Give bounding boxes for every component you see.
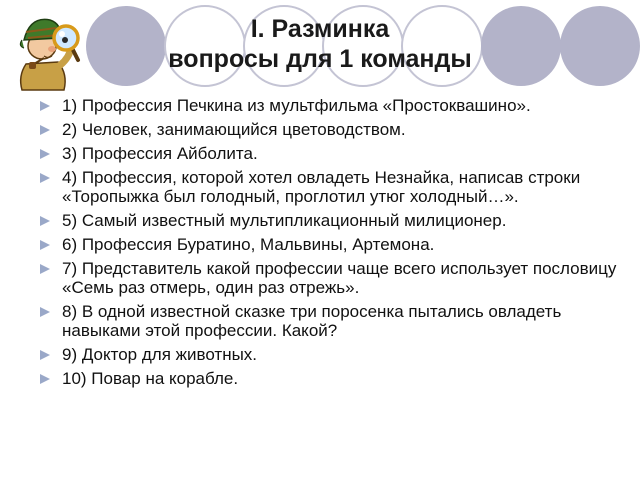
question-item [36, 144, 626, 163]
slide-title [100, 14, 540, 74]
bullet-arrow-icon [40, 173, 50, 183]
question-text: 9) Доктор для животных. [62, 345, 258, 364]
question-text: 4) Профессия, которой хотел овладеть Незнайка, написав строки «Торопыжка был голодный, проглотил утюг холодный…». [62, 168, 581, 206]
question-item [36, 120, 626, 139]
question-text: 7) Представитель какой профессии чаще всего использует пословицу «Семь раз отмерь, один раз отрежь». [62, 259, 617, 297]
bullet-arrow-icon [40, 264, 50, 274]
question-item [36, 369, 626, 388]
question-item [36, 302, 626, 340]
question-item [36, 235, 626, 254]
bullet-arrow-icon [40, 350, 50, 360]
question-text: 8) В одной известной сказке три поросенка пытались овладеть навыками этой профессии. Какой? [62, 302, 562, 340]
question-item [36, 259, 626, 297]
question-item [36, 211, 626, 230]
bullet-arrow-icon [40, 307, 50, 317]
bullet-arrow-icon [40, 240, 50, 250]
question-item [36, 168, 626, 206]
question-text: 5) Самый известный мультипликационный милиционер. [62, 211, 507, 230]
bullet-arrow-icon [40, 125, 50, 135]
question-text: 1) Профессия Печкина из мультфильма «Простоквашино». [62, 96, 531, 115]
bullet-arrow-icon [40, 101, 50, 111]
bullet-arrow-icon [40, 374, 50, 384]
question-item [36, 345, 626, 364]
slide-title-line-1: I. Разминка [250, 15, 390, 43]
bullet-arrow-icon [40, 149, 50, 159]
bullet-arrow-icon [40, 216, 50, 226]
question-text: 3) Профессия Айболита. [62, 144, 258, 163]
question-text: 10) Повар на корабле. [62, 369, 239, 388]
question-text: 6) Профессия Буратино, Мальвины, Артемона. [62, 235, 435, 254]
slide-title-line-2: вопросы для 1 команды [168, 45, 472, 73]
detective-with-magnifier-icon [4, 2, 96, 92]
deco-circle [560, 6, 640, 86]
question-text: 2) Человек, занимающийся цветоводством. [62, 120, 406, 139]
question-list [36, 96, 626, 393]
question-item [36, 96, 626, 115]
